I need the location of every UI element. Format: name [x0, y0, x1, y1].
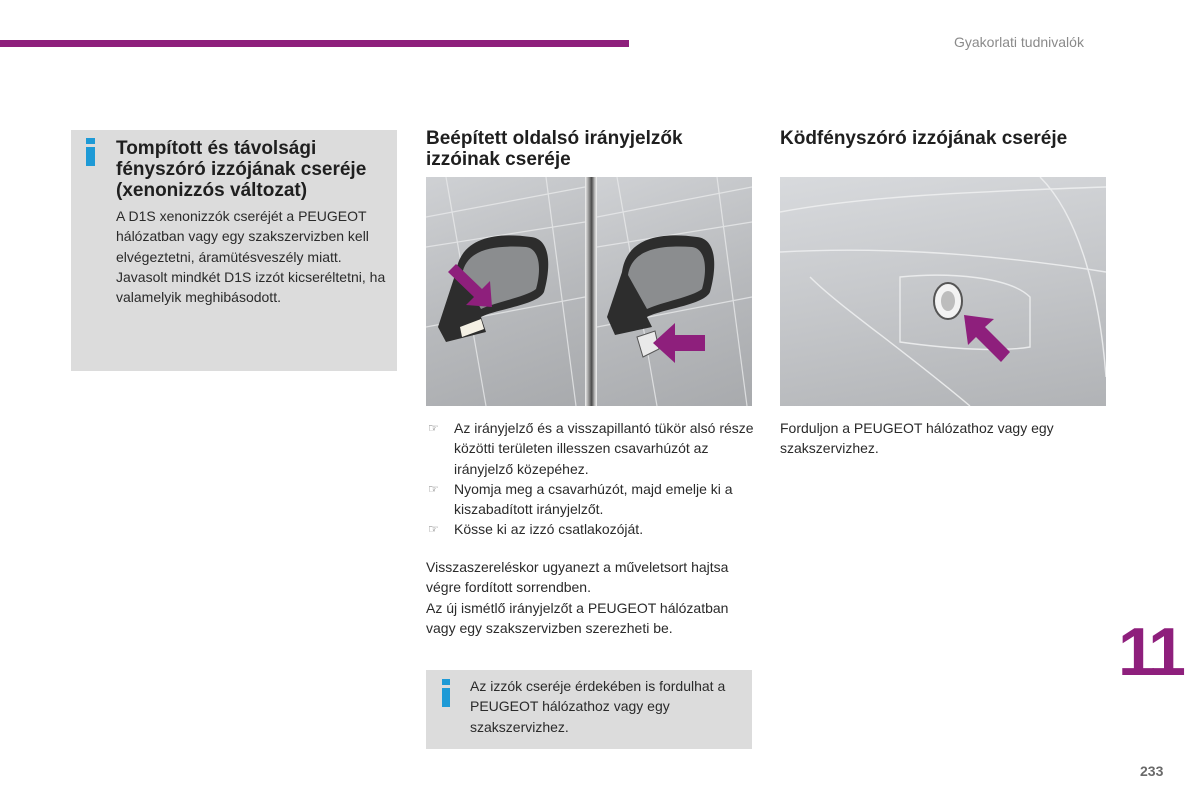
fog-lamp-illustration [780, 177, 1106, 406]
instruction-list [426, 418, 756, 540]
info-box-body [116, 206, 396, 307]
side-indicator-heading: Beépített oldalsó irányjelzők izzóinak cseréje [426, 128, 683, 170]
pointing-hand-icon: ☞ [428, 421, 439, 435]
mirror-illustration-1 [426, 177, 585, 406]
list-item: ☞ Kösse ki az izzó csatlakozóját. [426, 519, 756, 539]
page-number: 233 [1140, 763, 1164, 779]
fog-lamp-heading: Ködfényszóró izzójának cseréje [780, 128, 1068, 149]
list-item: ☞ Nyomja meg a csavarhúzót, majd emelje ki a kiszabadított irányjelzőt. [428, 480, 733, 518]
info-icon [442, 679, 452, 707]
chapter-number: 11 [1118, 614, 1182, 690]
info-box-paragraph: A D1S xenonizzók cseréjét a PEUGEOT hálózatban vagy egy szakszervizben kell elvégeztetni, áramütésveszély miatt. [116, 208, 369, 265]
section-header: Gyakorlati tudnivalók [954, 34, 1084, 50]
pointing-hand-icon: ☞ [428, 522, 439, 537]
info-box-paragraph: Javasolt mindkét D1S izzót kicseréltetni, ha valamelyik meghibásodott. [116, 268, 386, 306]
tip-text: Az izzók cseréje érdekében is fordulhat a PEUGEOT hálózathoz vagy egy szakszervizhez. [470, 678, 726, 735]
reassembly-note: Visszaszereléskor ugyanezt a műveletsort hajtsa végre fordított sorrendben. Az új ismétlő irányjelzőt a PEUGEOT hálózatban vagy egy szakszervizben szerezheti be. [426, 559, 729, 636]
fog-lamp-note: Forduljon a PEUGEOT hálózathoz vagy egy szakszervizhez. [780, 420, 1054, 457]
pointing-hand-icon: ☞ [428, 481, 439, 496]
list-item: ☞ Az irányjelző és a visszapillantó tükör alsó része közötti területen illesszen csavarhúzót az irányjelző közepéhez. [428, 420, 754, 477]
mirror-illustration-2 [597, 177, 752, 406]
chapter-color-bar [0, 40, 629, 47]
image-divider [585, 177, 597, 406]
info-box-title: Tompított és távolsági fényszóró izzójának cseréje (xenonizzós változat) [116, 138, 367, 201]
info-icon [86, 138, 96, 166]
